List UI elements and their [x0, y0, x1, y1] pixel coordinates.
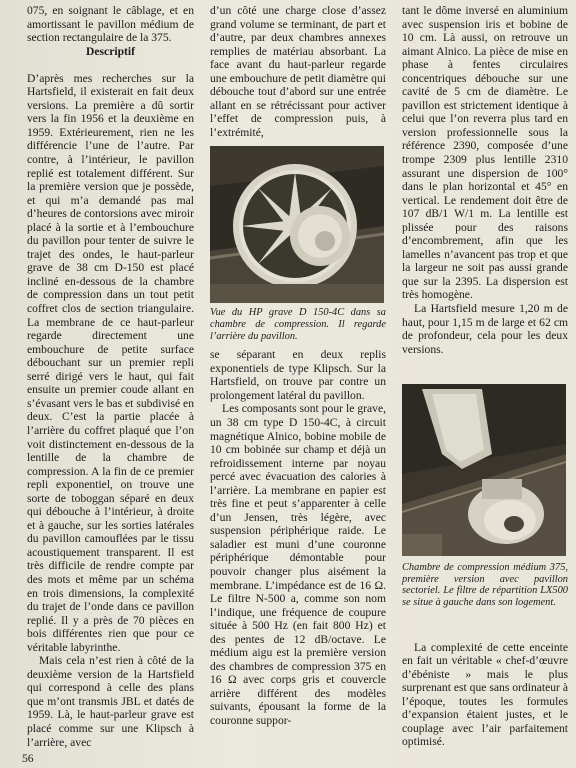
page-number: 56 — [22, 752, 34, 765]
body-paragraph: La complexité de cette enceinte en fait un véritable « chef-d’œuvre d’ébéniste » mais le plus surprenant est que sans ordinateur à l’époque, toutes les formules d’expansion étaient justes, et le couplage avec l’air parfaitement optimisé. — [402, 640, 568, 749]
body-paragraph: d’un côté une charge close d’assez grand volume se terminant, de part et d’autre, par deux chambres annexes remplies de matériau absorbant. La face avant du haut-parleur regarde une embouchure de petit diamètre qui débouche tout d’abord sur une entrée allant en se rétrécissant pour activer l’effet de compression puis, à l’extrémité, — [210, 4, 386, 139]
body-paragraph: tant le dôme inversé en aluminium avec suspension iris et bobine de 10 cm. Là aussi, on retrouve un aimant Alnico. La pièce de mise en phase à fentes circulaires concentriques débouche sur une cavité de 5 cm de diamètre. Le pavillon est strictement identique à celui que l’on reverra plus tard en version professionnelle sous la référence 2390, composée d’une trompe 2309 plus lentille 2310 assurant une dispersion de 100° dans le plan horizontal et 45° en vertical. Le rendement doit être de 107 dB/1 W/1 m. La lentille est plissée pour des raisons d’encombrement, afin que les lamelles n’avancent pas trop et que la largeur ne soit pas aussi grande que sur la 2395. La dispersion est très homogène. — [402, 4, 568, 302]
photo-caption: Chambre de compression médium 375, première version avec pavillon sectoriel. Le filtre de répartition LX500 se situe à gauche dans son logement. — [402, 562, 568, 608]
body-paragraph: Les composants sont pour le grave, un 38 cm type D 150-4C, à circuit magnétique Alnico, bobine mobile de 10 cm bobinée sur champ et déjà un refroidissement interne par noyau percé avec évacuation des calories à l’arrière. La membrane en papier est très fine et peut s’apparenter à celle d’un Jensen, très légère, avec suspension périphérique raide. Le saladier est muni d’une couronne périphérique démontable pour pouvoir changer plus aisément la membrane. L’impédance est de 16 Ω. Le filtre N-500 a, comme son nom l’indique, une fréquence de coupure située à 500 Hz (en fait 800 Hz) et des pentes de 12 dB/octave. Le médium aigu est la première version des chambres de compression 375 en 16 Ω avec corps gris et couvercle arrière différent des modèles suivants, épousant la forme de la couronne suppor- — [210, 402, 386, 728]
compression-driver-photo — [402, 384, 566, 556]
text-column-3 — [402, 4, 568, 749]
body-paragraph: Mais cela n’est rien à côté de la deuxième version de la Hartsfield qui correspond à celle des plans que m’ont transmis JBL et datés de 1959. Là, le haut-parleur grave est placé comme sur une Klipsch à l’arrière, avec — [27, 654, 194, 749]
intro-paragraph: 075, en soignant le câblage, et en amortissant le pavillon médium de section rectangulaire de la 375. — [27, 4, 194, 45]
woofer-photo — [210, 146, 384, 303]
body-paragraph: se séparant en deux replis exponentiels de type Klipsch. Sur la Hartsfield, on trouve par contre un prolongement latéral du pavillon. — [210, 348, 386, 402]
text-column-1 — [27, 4, 194, 749]
body-paragraph: La Hartsfield mesure 1,20 m de haut, pour 1,15 m de large et 62 cm de profondeur, cela pour les deux versions. — [402, 302, 568, 356]
section-heading: Descriptif — [86, 44, 135, 58]
text-column-2 — [210, 4, 386, 728]
woofer-photo-image — [210, 146, 384, 303]
compression-driver-image — [402, 384, 566, 556]
body-paragraph: D’après mes recherches sur la Hartsfield, il existerait en fait deux versions. La première a dû sortir vers la fin 1956 et la deuxième en 1959. Extérieurement, rien ne les différencie l’une de l’autre. Par contre, à l’intérieur, le pavillon replié est totalement différent. Sur la première version que je possède, et qui m’a demandé pas mal d’heures de contorsions avec miroir placé à la sortie et à l’embouchure du pavillon pour tenter de suivre le trajet des ondes, le haut-parleur grave de 38 cm D-150 est placé incliné en-dessous de la chambre de compression dans un tout petit coffret clos de section triangulaire. La membrane de ce haut-parleur regarde directement une embouchure de petite surface débouchant sur un premier repli serré dirigé vers le haut, qui fait ensuite un premier coude allant en s’évasant vers le bas et subdivisé en deux. C’est la partie placée à l’arrière du coffret plaqué que l’on voit distinctement en-dessous de la lentille de la chambre de compression. A la fin de ce premier repli exponentiel, on trouve une sorte de toboggan séparé en deux qui débouche à l’intérieur, à droite et à gauche, sur les sorties latérales du pavillon camouflées par le tissu acoustiquement transparent. Il est très difficile de rendre compte par des mots et même par un schéma en trois dimensions, la complexité du trajet de l’onde dans ce pavillon replié. Il y a près de 70 pièces en bois différentes rien que pour ce véritable labyrinthe. — [27, 71, 194, 654]
photo-caption: Vue du HP grave D 150-4C dans sa chambre de compression. Il regarde l’arrière du pavillon. — [210, 307, 386, 342]
